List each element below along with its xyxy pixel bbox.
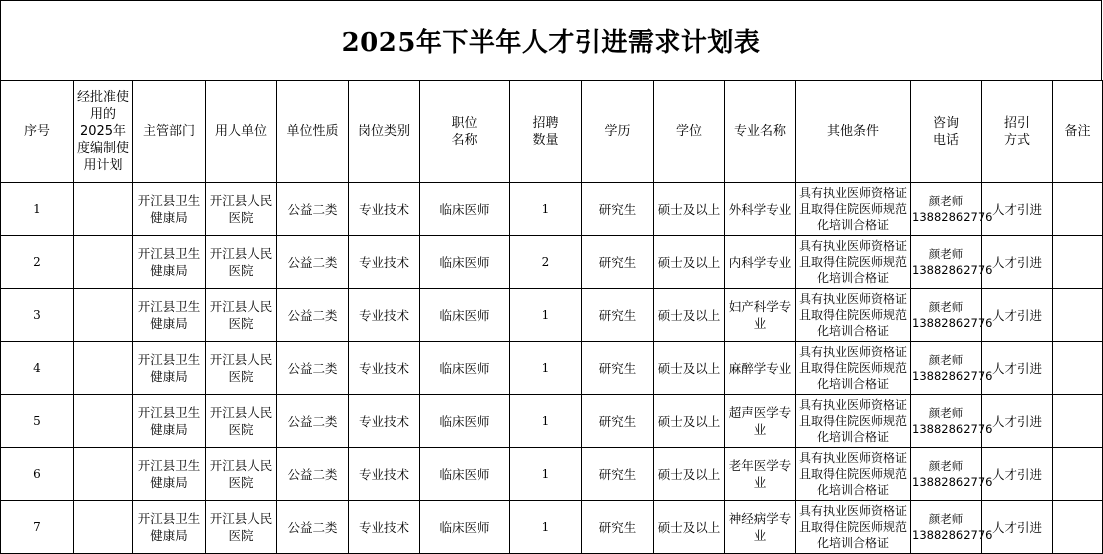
contact-name: 颜老师 (928, 353, 964, 367)
cell-degree: 硕士及以上 (654, 395, 725, 448)
cell-dept: 开江县卫生健康局 (133, 501, 206, 554)
cell-quota (74, 448, 133, 501)
page-title: 2025年下半年人才引进需求计划表 (341, 28, 761, 58)
contact-name: 颜老师 (928, 406, 964, 420)
cell-post-type: 专业技术 (349, 236, 420, 289)
table-row (1, 236, 1103, 289)
contact-name: 颜老师 (928, 194, 964, 208)
cell-seq: 3 (1, 289, 74, 342)
cell-unit: 开江县人民医院 (206, 395, 277, 448)
contact-phone: 13882862776 (912, 369, 993, 383)
cell-education: 研究生 (582, 289, 654, 342)
cell-post-type: 专业技术 (349, 395, 420, 448)
cell-count: 2 (510, 236, 582, 289)
contact-phone: 13882862776 (912, 210, 993, 224)
header-count: 招聘数量 (510, 81, 582, 183)
contact-phone: 13882862776 (912, 422, 993, 436)
cell-unit: 开江县人民医院 (206, 289, 277, 342)
table-row (1, 501, 1103, 554)
cell-position: 临床医师 (420, 395, 510, 448)
cell-unit-type: 公益二类 (277, 342, 349, 395)
cell-count: 1 (510, 448, 582, 501)
header-unit: 用人单位 (206, 81, 277, 183)
cell-seq: 7 (1, 501, 74, 554)
cell-position: 临床医师 (420, 501, 510, 554)
cell-seq: 6 (1, 448, 74, 501)
cell-method: 人才引进 (982, 289, 1053, 342)
cell-major: 超声医学专业 (725, 395, 796, 448)
cell-post-type: 专业技术 (349, 183, 420, 236)
cell-note (1053, 183, 1103, 236)
cell-post-type: 专业技术 (349, 289, 420, 342)
contact-phone: 13882862776 (912, 475, 993, 489)
title-row (0, 0, 1102, 80)
cell-other: 具有执业医师资格证且取得住院医师规范化培训合格证 (796, 289, 911, 342)
table-row (1, 342, 1103, 395)
cell-method: 人才引进 (982, 183, 1053, 236)
cell-unit-type: 公益二类 (277, 236, 349, 289)
cell-quota (74, 501, 133, 554)
cell-contact (911, 448, 993, 501)
cell-count: 1 (510, 183, 582, 236)
cell-major: 老年医学专业 (725, 448, 796, 501)
cell-other: 具有执业医师资格证且取得住院医师规范化培训合格证 (796, 183, 911, 236)
cell-major: 外科学专业 (725, 183, 796, 236)
header-position: 职位名称 (420, 81, 510, 183)
cell-degree: 硕士及以上 (654, 183, 725, 236)
table-row (1, 183, 1103, 236)
cell-count: 1 (510, 501, 582, 554)
cell-degree: 硕士及以上 (654, 289, 725, 342)
header-education: 学历 (582, 81, 654, 183)
cell-note (1053, 448, 1103, 501)
cell-major: 内科学专业 (725, 236, 796, 289)
cell-note (1053, 236, 1103, 289)
contact-name: 颜老师 (928, 459, 964, 473)
cell-degree: 硕士及以上 (654, 342, 725, 395)
cell-unit: 开江县人民医院 (206, 183, 277, 236)
cell-education: 研究生 (582, 183, 654, 236)
cell-method: 人才引进 (982, 342, 1053, 395)
cell-post-type: 专业技术 (349, 448, 420, 501)
cell-degree: 硕士及以上 (654, 236, 725, 289)
cell-other: 具有执业医师资格证且取得住院医师规范化培训合格证 (796, 448, 911, 501)
cell-method: 人才引进 (982, 236, 1053, 289)
header-row (1, 81, 1103, 183)
cell-count: 1 (510, 395, 582, 448)
cell-contact (911, 289, 993, 342)
cell-note (1053, 342, 1103, 395)
cell-major: 麻醉学专业 (725, 342, 796, 395)
cell-seq: 2 (1, 236, 74, 289)
contact-name: 颜老师 (928, 247, 964, 261)
header-method: 招引方式 (982, 81, 1053, 183)
header-seq: 序号 (1, 81, 74, 183)
table-body (1, 183, 1103, 554)
cell-unit: 开江县人民医院 (206, 236, 277, 289)
cell-major: 妇产科学专业 (725, 289, 796, 342)
cell-unit: 开江县人民医院 (206, 448, 277, 501)
header-unit-type: 单位性质 (277, 81, 349, 183)
cell-other: 具有执业医师资格证且取得住院医师规范化培训合格证 (796, 342, 911, 395)
cell-position: 临床医师 (420, 342, 510, 395)
cell-education: 研究生 (582, 236, 654, 289)
cell-method: 人才引进 (982, 395, 1053, 448)
cell-seq: 5 (1, 395, 74, 448)
cell-unit-type: 公益二类 (277, 501, 349, 554)
cell-dept: 开江县卫生健康局 (133, 448, 206, 501)
cell-note (1053, 289, 1103, 342)
cell-dept: 开江县卫生健康局 (133, 183, 206, 236)
cell-degree: 硕士及以上 (654, 448, 725, 501)
cell-other: 具有执业医师资格证且取得住院医师规范化培训合格证 (796, 501, 911, 554)
cell-note (1053, 395, 1103, 448)
header-post-type: 岗位类别 (349, 81, 420, 183)
cell-note (1053, 501, 1103, 554)
cell-method: 人才引进 (982, 501, 1053, 554)
cell-contact (911, 183, 993, 236)
recruitment-table (0, 80, 1103, 554)
cell-education: 研究生 (582, 448, 654, 501)
cell-position: 临床医师 (420, 289, 510, 342)
cell-unit-type: 公益二类 (277, 448, 349, 501)
cell-education: 研究生 (582, 501, 654, 554)
contact-phone: 13882862776 (912, 528, 993, 542)
header-major: 专业名称 (725, 81, 796, 183)
cell-post-type: 专业技术 (349, 342, 420, 395)
header-dept: 主管部门 (133, 81, 206, 183)
cell-seq: 4 (1, 342, 74, 395)
table-row (1, 395, 1103, 448)
header-note: 备注 (1053, 81, 1103, 183)
cell-contact (911, 342, 993, 395)
contact-phone: 13882862776 (912, 316, 993, 330)
contact-phone: 13882862776 (912, 263, 993, 277)
header-quota: 经批准使用的2025年度编制使用计划 (74, 81, 133, 183)
cell-major: 神经病学专业 (725, 501, 796, 554)
cell-position: 临床医师 (420, 183, 510, 236)
cell-contact (911, 395, 993, 448)
cell-education: 研究生 (582, 395, 654, 448)
cell-quota (74, 289, 133, 342)
cell-post-type: 专业技术 (349, 501, 420, 554)
cell-quota (74, 342, 133, 395)
cell-position: 临床医师 (420, 448, 510, 501)
cell-unit: 开江县人民医院 (206, 342, 277, 395)
cell-unit-type: 公益二类 (277, 395, 349, 448)
cell-unit-type: 公益二类 (277, 289, 349, 342)
cell-dept: 开江县卫生健康局 (133, 236, 206, 289)
cell-other: 具有执业医师资格证且取得住院医师规范化培训合格证 (796, 395, 911, 448)
cell-count: 1 (510, 289, 582, 342)
cell-quota (74, 236, 133, 289)
header-other: 其他条件 (796, 81, 911, 183)
cell-method: 人才引进 (982, 448, 1053, 501)
header-degree: 学位 (654, 81, 725, 183)
cell-seq: 1 (1, 183, 74, 236)
cell-education: 研究生 (582, 342, 654, 395)
cell-dept: 开江县卫生健康局 (133, 395, 206, 448)
cell-degree: 硕士及以上 (654, 501, 725, 554)
cell-contact (911, 236, 993, 289)
cell-unit: 开江县人民医院 (206, 501, 277, 554)
contact-name: 颜老师 (928, 512, 964, 526)
table-row (1, 289, 1103, 342)
cell-dept: 开江县卫生健康局 (133, 342, 206, 395)
cell-position: 临床医师 (420, 236, 510, 289)
header-contact: 咨询电话 (911, 81, 982, 183)
contact-name: 颜老师 (928, 300, 964, 314)
cell-other: 具有执业医师资格证且取得住院医师规范化培训合格证 (796, 236, 911, 289)
cell-dept: 开江县卫生健康局 (133, 289, 206, 342)
cell-unit-type: 公益二类 (277, 183, 349, 236)
cell-contact (911, 501, 993, 554)
cell-quota (74, 183, 133, 236)
cell-count: 1 (510, 342, 582, 395)
cell-quota (74, 395, 133, 448)
table-row (1, 448, 1103, 501)
